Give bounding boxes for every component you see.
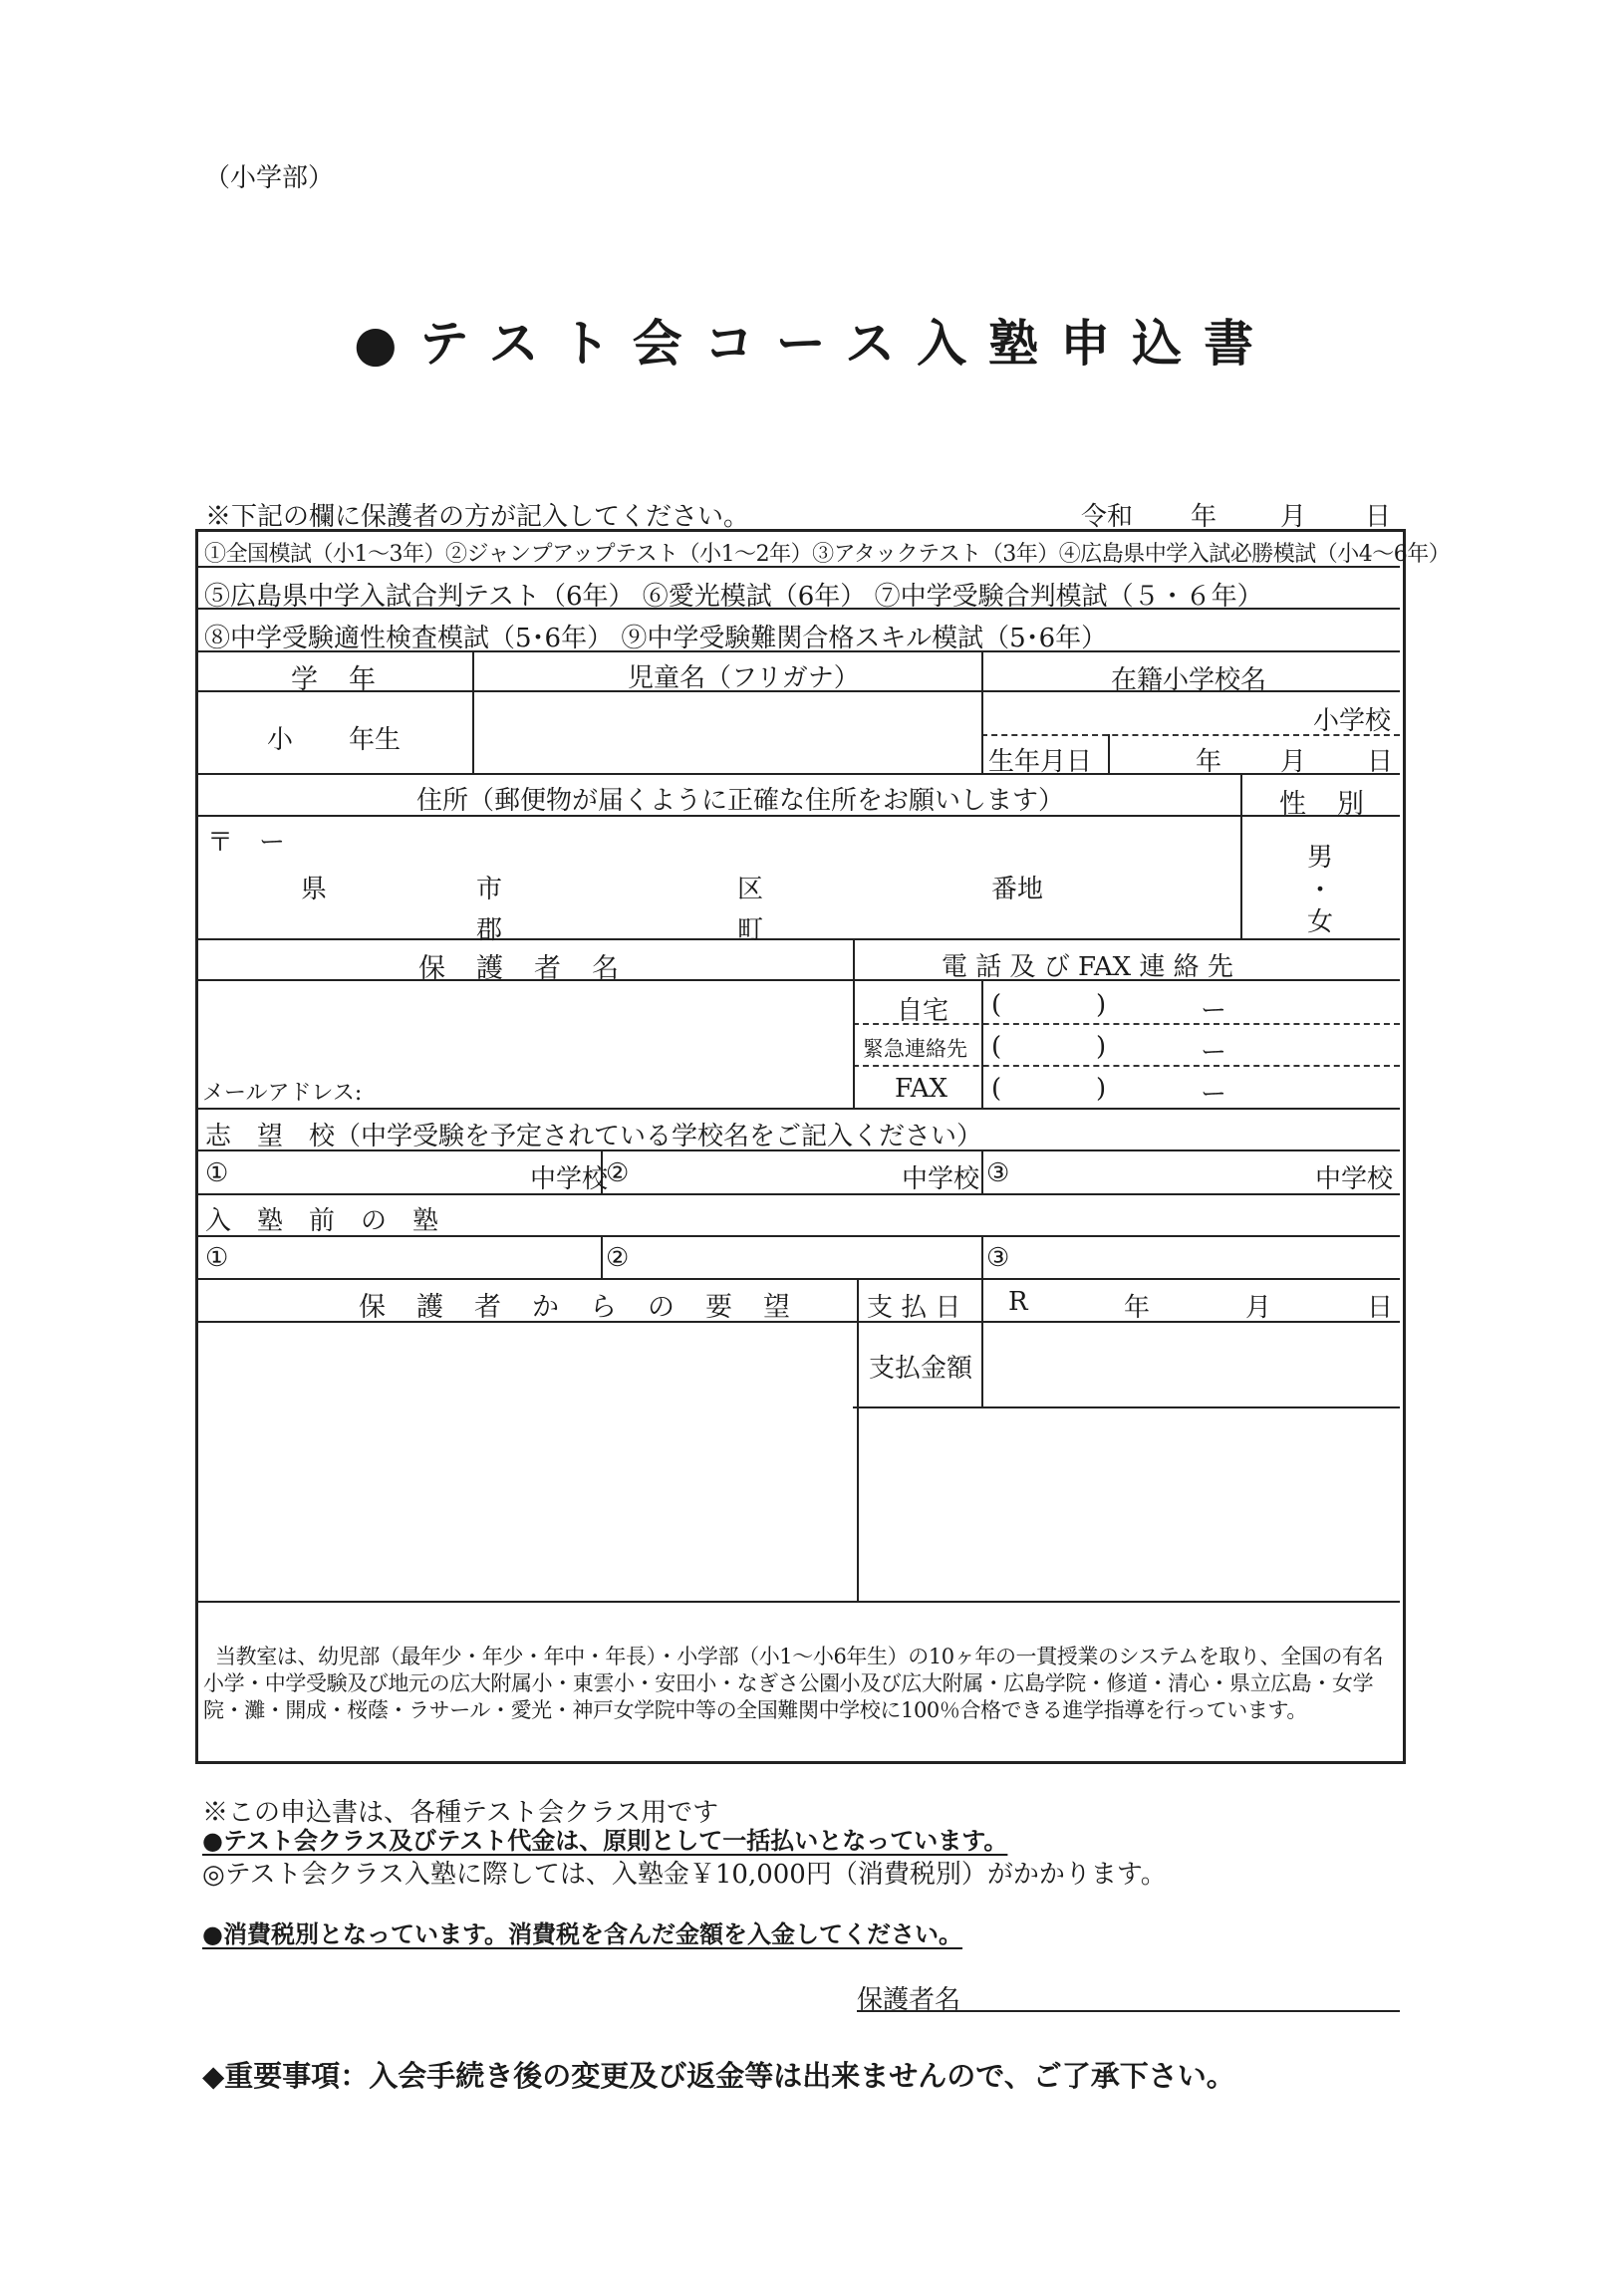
footer-note-2: ●テスト会クラス及びテスト代金は、原則として一括払いとなっています。 xyxy=(202,1827,1008,1855)
target-school-header: 志 望 校（中学受験を予定されている学校名をご記入ください） xyxy=(205,1122,983,1151)
payment-year-label: 年 xyxy=(1124,1293,1151,1323)
payment-date-field[interactable] xyxy=(986,1282,1399,1318)
child-name-field[interactable] xyxy=(476,695,979,771)
birth-date-field[interactable] xyxy=(1112,738,1399,771)
payment-date-era: R xyxy=(1008,1287,1028,1317)
payment-date-label: 支 払 日 xyxy=(867,1293,961,1323)
guardian-requests-header: 保 護 者 か ら の 要 望 xyxy=(359,1292,792,1323)
address-field[interactable] xyxy=(199,819,1238,936)
target-school-1-field[interactable] xyxy=(239,1153,528,1190)
school-name-field[interactable] xyxy=(986,695,1305,731)
col-line xyxy=(857,1278,859,1601)
city-label: 市 xyxy=(476,875,503,904)
row-line xyxy=(853,1406,1400,1408)
previous-school-2-number: ② xyxy=(606,1243,630,1273)
payment-day-label: 日 xyxy=(1367,1293,1394,1323)
target-school-3-field[interactable] xyxy=(1018,1153,1312,1190)
footer-note-3: ◎テスト会クラス入塾に際しては、入塾金￥10,000円（消費税別）がかかります。 xyxy=(202,1860,1167,1890)
previous-school-3-field[interactable] xyxy=(1018,1238,1397,1275)
fax-open: ( xyxy=(991,1074,1002,1104)
grade-prefix: 小 xyxy=(267,725,294,755)
birth-year-label: 年 xyxy=(1196,747,1222,777)
target-school-3-suffix: 中学校 xyxy=(1315,1164,1394,1194)
row-dashed-line xyxy=(853,1065,1400,1067)
col-line xyxy=(1240,773,1242,938)
row-line xyxy=(197,1601,1400,1603)
payment-month-label: 月 xyxy=(1245,1293,1272,1323)
gender-separator: ・ xyxy=(1307,876,1334,905)
target-school-2-number: ② xyxy=(606,1158,630,1188)
footer-note-4: ●消費税別となっています。消費税を含んだ金額を入金してください。 xyxy=(202,1920,963,1948)
postal-code-mark: 〒 ー xyxy=(207,828,286,858)
home-phone-label: 自宅 xyxy=(897,996,949,1026)
target-school-1-suffix: 中学校 xyxy=(530,1164,609,1194)
school-info-line-2: 小学・中学受験及び地元の広大附属小・東雲小・安田小・なぎさ公園小及び広大附属・広島学院・修道・清心・県立広島・女学 xyxy=(203,1671,1374,1695)
col-line xyxy=(472,650,474,773)
payment-amount-field[interactable] xyxy=(986,1325,1399,1404)
col-line xyxy=(601,1235,603,1278)
date-year: 年 xyxy=(1191,502,1217,532)
col-line xyxy=(1108,734,1110,773)
guardian-requests-field[interactable] xyxy=(199,1325,853,1598)
ward-label: 区 xyxy=(737,875,764,904)
town-label: 町 xyxy=(737,915,764,945)
home-phone-dash: ー xyxy=(1201,996,1227,1026)
payment-amount-label: 支払金額 xyxy=(869,1354,973,1384)
grade-header: 学 年 xyxy=(291,664,378,695)
fax-dash: ー xyxy=(1201,1080,1227,1110)
guardian-signature-line xyxy=(857,2010,1400,2012)
previous-school-2-field[interactable] xyxy=(638,1238,978,1275)
birth-day-label: 日 xyxy=(1367,747,1394,777)
gender-female-option[interactable]: 女 xyxy=(1307,907,1334,937)
guardian-name-header: 保 護 者 名 xyxy=(418,953,621,984)
course-list-line-3: ⑧中学受験適性検査模試（5･6年） ⑨中学受験難関合格スキル模試（5･6年） xyxy=(204,624,1108,653)
row-line xyxy=(197,938,1400,940)
division-label: （小学部） xyxy=(204,163,335,193)
row-line xyxy=(197,1278,1400,1280)
course-list-line-2: ⑤広島県中学入試合判テスト（6年） ⑥愛光模試（6年） ⑦中学受験合判模試（５・６年） xyxy=(204,582,1263,612)
birth-date-label: 生年月日 xyxy=(988,747,1093,777)
col-line xyxy=(981,650,983,773)
address-header: 住所（郵便物が届くように正確な住所をお願いします） xyxy=(416,786,1065,816)
emergency-contact-label: 緊急連絡先 xyxy=(863,1037,967,1061)
guardian-name-field[interactable] xyxy=(199,983,849,1063)
prefecture-label: 県 xyxy=(301,875,328,904)
district-label: 郡 xyxy=(476,915,503,945)
gender-header: 性 別 xyxy=(1279,789,1366,820)
emergency-phone-dash: ー xyxy=(1201,1038,1227,1068)
school-suffix: 小学校 xyxy=(1313,706,1392,736)
school-name-header: 在籍小学校名 xyxy=(1111,665,1267,695)
email-label: メールアドレス: xyxy=(202,1081,363,1106)
col-line xyxy=(853,938,855,1108)
home-phone-open: ( xyxy=(991,990,1002,1020)
footer-note-1: ※この申込書は、各種テスト会クラス用です xyxy=(202,1798,719,1828)
date-day: 日 xyxy=(1365,502,1392,532)
grade-field[interactable] xyxy=(299,715,344,751)
row-line xyxy=(197,1193,1400,1195)
col-line xyxy=(981,979,983,1108)
target-school-2-suffix: 中学校 xyxy=(902,1164,980,1194)
previous-school-3-number: ③ xyxy=(986,1243,1010,1273)
school-info-line-3: 院・灘・開成・桜蔭・ラサール・愛光・神戸女学院中等の全国難関中学校に100％合格できる進学指導を行っています。 xyxy=(203,1698,1307,1722)
fax-field[interactable] xyxy=(986,1069,1399,1105)
emergency-phone-field[interactable] xyxy=(986,1027,1399,1062)
col-line xyxy=(981,1149,983,1193)
home-phone-close: ) xyxy=(1096,990,1107,1020)
home-phone-field[interactable] xyxy=(986,985,1399,1020)
birth-month-label: 月 xyxy=(1280,747,1307,777)
guardian-signature-field[interactable] xyxy=(976,1976,1399,2008)
target-school-3-number: ③ xyxy=(986,1158,1010,1188)
grade-suffix: 年生 xyxy=(349,725,402,755)
course-list-line-1: ①全国模試（小1～3年）②ジャンプアップテスト（小1～2年）③アタックテスト（3年）④広島県中学入試必勝模試（小4～6年） xyxy=(204,542,1451,567)
fax-label: FAX xyxy=(895,1074,948,1104)
contact-header: 電 話 及 び FAX 連 絡 先 xyxy=(942,952,1233,982)
target-school-1-number: ① xyxy=(205,1158,229,1188)
gender-male-option[interactable]: 男 xyxy=(1307,843,1334,873)
previous-school-header: 入 塾 前 の 塾 xyxy=(205,1206,439,1236)
previous-school-1-number: ① xyxy=(205,1243,229,1273)
instruction-text: ※下記の欄に保護者の方が記入してください。 xyxy=(205,502,750,532)
banchi-label: 番地 xyxy=(991,875,1044,904)
target-school-2-field[interactable] xyxy=(638,1153,899,1190)
form-title: ●テスト会コース入塾申込書 xyxy=(354,315,1276,373)
important-notice: ◆重要事項：入会手続き後の変更及び返金等は出来ませんので、ご了承下さい。 xyxy=(202,2059,1235,2093)
col-line xyxy=(981,1235,983,1278)
school-info-line-1: 当教室は、幼児部（最年少・年少・年中・年長）・小学部（小1～小6年生）の10ヶ年の一貫授業のシステムを取り、全国の有名 xyxy=(215,1645,1384,1668)
col-line xyxy=(981,1278,983,1406)
emergency-phone-open: ( xyxy=(991,1032,1002,1062)
email-field[interactable] xyxy=(374,1070,850,1105)
emergency-phone-close: ) xyxy=(1096,1032,1107,1062)
date-month: 月 xyxy=(1280,502,1307,532)
child-name-header: 児童名（フリガナ） xyxy=(628,663,860,693)
guardian-signature-label: 保護者名 xyxy=(857,1985,961,2015)
date-era: 令和 xyxy=(1081,502,1134,532)
fax-close: ) xyxy=(1096,1074,1107,1104)
previous-school-1-field[interactable] xyxy=(239,1238,598,1275)
